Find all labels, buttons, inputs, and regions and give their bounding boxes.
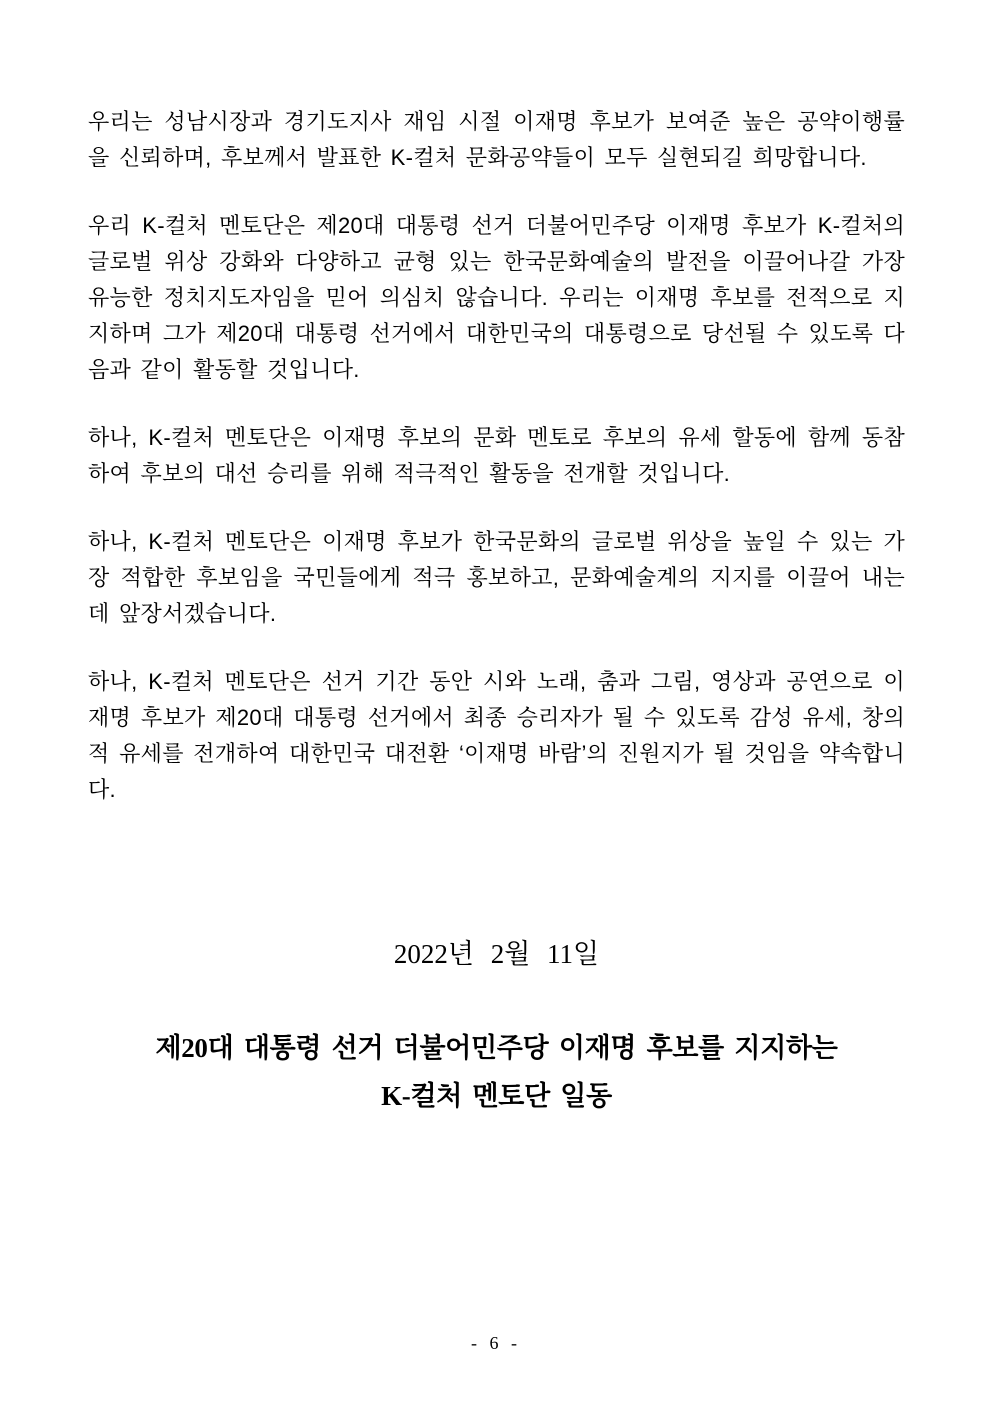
paragraph-pledge-3: 하나, K-컬처 멘토단은 선거 기간 동안 시와 노래, 춤과 그림, 영상과 공연으로 이재명 후보가 제20대 대통령 선거에서 최종 승리자가 될 수 있도록 감성 유세, 창의적 유세를 전개하여 대한민국 대전환 ‘이재명 바람’의 진원지가 될 것임을 약속합니다. xyxy=(88,669,905,802)
signature-line-2: K-컬처 멘토단 일동 xyxy=(381,1081,612,1111)
paragraph-trust-pledge: 우리는 성남시장과 경기도지사 재임 시절 이재명 후보가 보여준 높은 공약이행률을 신뢰하며, 후보께서 발표한 K-컬처 문화공약들이 모두 실현되길 희망합니다. xyxy=(88,109,905,170)
document-body xyxy=(88,104,905,1120)
signature-line-1: 제20대 대통령 선거 더불어민주당 이재명 후보를 지지하는 xyxy=(155,1033,838,1063)
signature-block xyxy=(88,1024,905,1120)
page-number: - 6 - xyxy=(471,1333,521,1353)
paragraph-pledge-2: 하나, K-컬처 멘토단은 이재명 후보가 한국문화의 글로벌 위상을 높일 수 있는 가장 적합한 후보임을 국민들에게 적극 홍보하고, 문화예술계의 지지를 이끌어 내는 데 앞장서겠습니다. xyxy=(88,529,905,626)
paragraph-support-declaration: 우리 K-컬처 멘토단은 제20대 대통령 선거 더불어민주당 이재명 후보가 K-컬처의 글로벌 위상 강화와 다양하고 균형 있는 한국문화예술의 발전을 이끌어나갈 가장 유능한 정치지도자임을 믿어 의심치 않습니다. 우리는 이재명 후보를 전적으로 지지하며 그가 제20대 대통령 선거에서 대한민국의 대통령으로 당선될 수 있도록 다음과 같이 활동할 것입니다. xyxy=(88,213,905,382)
date-line: 2022년 2월 11일 xyxy=(393,939,600,969)
paragraph-pledge-1: 하나, K-컬처 멘토단은 이재명 후보의 문화 멘토로 후보의 유세 할동에 함께 동참하여 후보의 대선 승리를 위해 적극적인 활동을 전개할 것입니다. xyxy=(88,425,905,486)
